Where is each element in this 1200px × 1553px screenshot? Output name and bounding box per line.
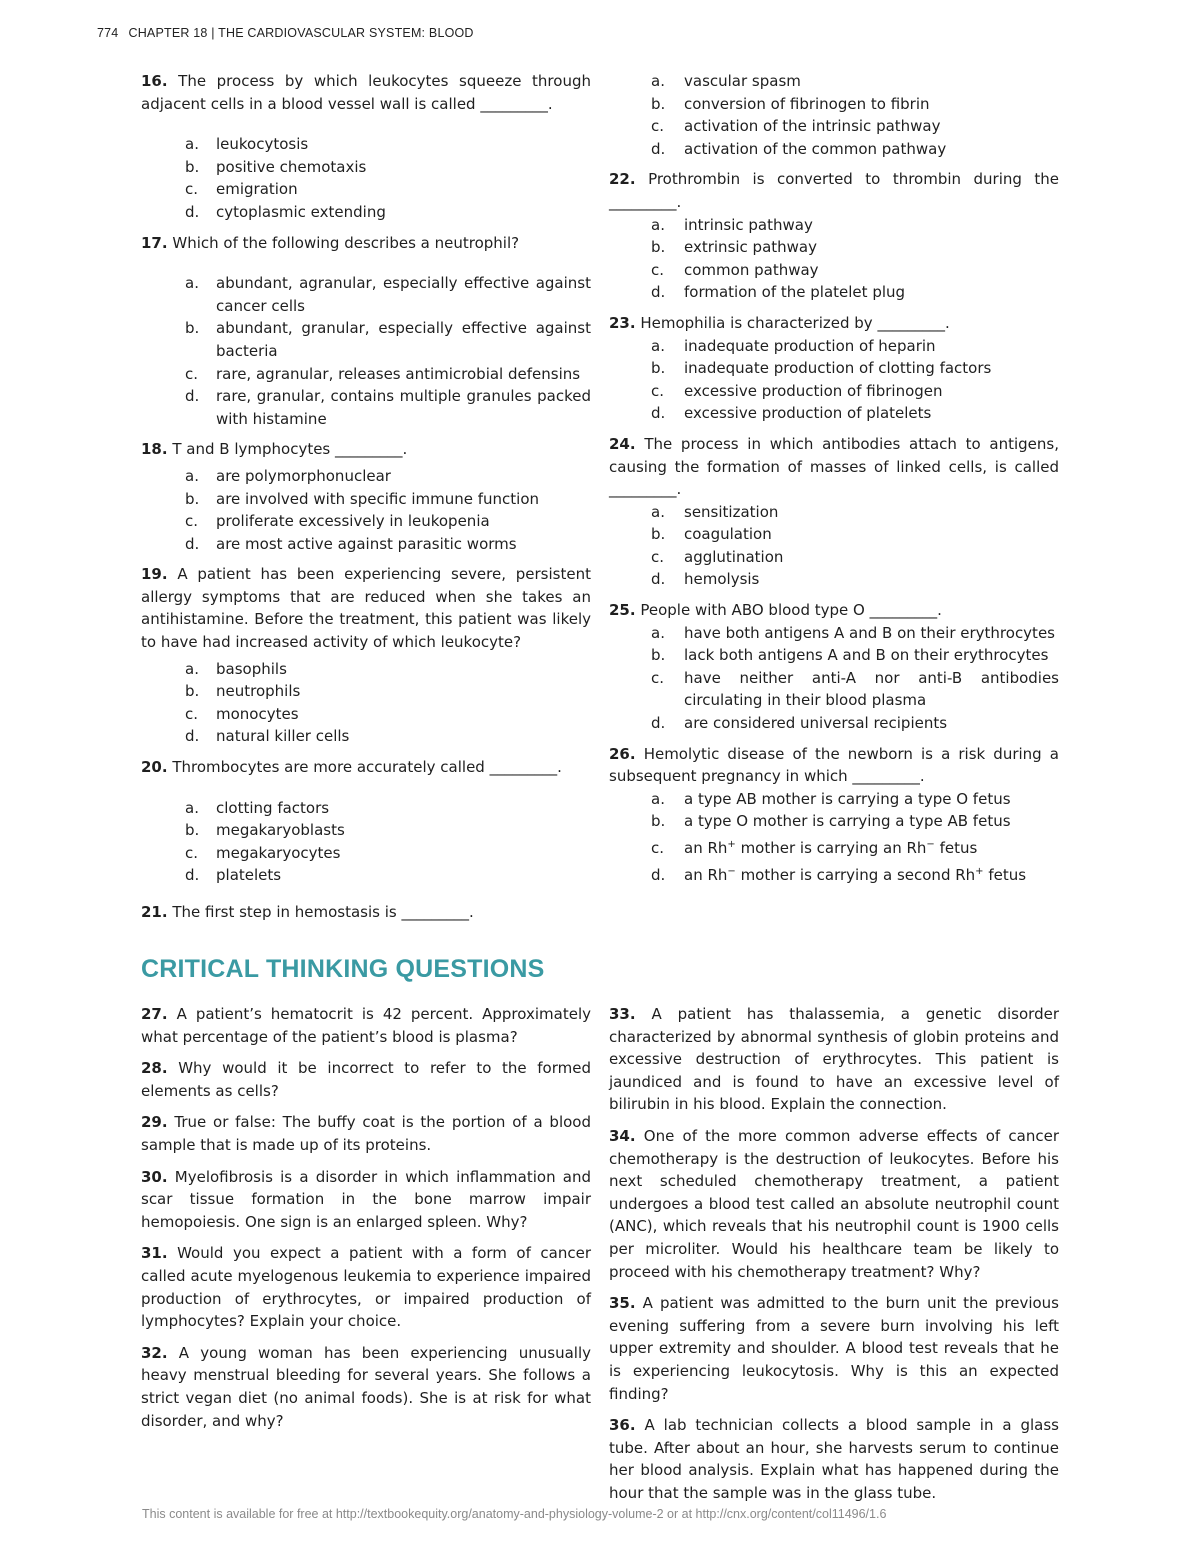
- question-19-options: [141, 658, 591, 748]
- question-29: 29. True or false: The buffy coat is the portion of a blood sample that is made up of its proteins.: [141, 1113, 591, 1154]
- option: b. megakaryoblasts: [185, 821, 345, 840]
- question-25-options: [609, 622, 1059, 735]
- critical-questions-left: [141, 1003, 591, 1441]
- option: c. common pathway: [651, 260, 819, 279]
- option: b. positive chemotaxis: [185, 157, 367, 176]
- option: a. intrinsic pathway: [651, 215, 813, 234]
- critical-questions-right: [609, 1003, 1059, 1513]
- option: a. a type AB mother is carrying a type O fetus: [651, 789, 1011, 808]
- question-20-options: [141, 797, 591, 887]
- chapter-title: CHAPTER 18 | THE CARDIOVASCULAR SYSTEM: BLOOD: [128, 26, 474, 40]
- page-header: [97, 26, 474, 40]
- question-17: 17. Which of the following describes a neutrophil?: [141, 233, 520, 252]
- option: d. natural killer cells: [185, 727, 350, 746]
- option: b. are involved with specific immune function: [185, 489, 540, 508]
- question-31: 31. Would you expect a patient with a form of cancer called acute myelogenous leukemia to experience impaired production of erythrocytes, or impaired production of lymphocytes? Explain your choice.: [141, 1244, 591, 1331]
- question-25: 25. People with ABO blood type O _________.: [609, 601, 942, 620]
- option: a. inadequate production of heparin: [651, 336, 936, 355]
- option: d. are considered universal recipients: [651, 714, 948, 733]
- option: c. proliferate excessively in leukopenia: [185, 512, 490, 531]
- option: b. neutrophils: [185, 682, 301, 701]
- question-16-options: [141, 133, 591, 223]
- option: b. a type O mother is carrying a type AB fetus: [651, 812, 1011, 831]
- option: c. emigration: [185, 180, 298, 199]
- option: a. have both antigens A and B on their erythrocytes: [651, 623, 1055, 642]
- footer-note: This content is available for free at http://textbookequity.org/anatomy-and-physiology-volume-2 or at http://cnx.org/content/col11496/1.6: [142, 1507, 887, 1521]
- question-19: 19. A patient has been experiencing severe, persistent allergy symptoms that are reduced when she takes an antihistamine. Before the treatment, this patient was likely to have had increased activity of which leukocyte?: [141, 565, 591, 652]
- question-16: 16. The process by which leukocytes squeeze through adjacent cells in a blood vessel wall is called _________.: [141, 72, 591, 113]
- question-34: 34. One of the more common adverse effects of cancer chemotherapy is the destruction of leukocytes. Before his next scheduled chemotherapy treatment, a patient undergoes a blood test called an absolute neutrophil count (ANC), which reveals that his neutrophil count is 1900 cells per microliter. Would his healthcare team be likely to proceed with his chemotherapy treatment? Why?: [609, 1126, 1059, 1281]
- option: a. are polymorphonuclear: [185, 466, 391, 485]
- question-18-options: [141, 465, 591, 555]
- option: a. clotting factors: [185, 798, 330, 817]
- option: d. are most active against parasitic worms: [185, 534, 517, 553]
- option: c. activation of the intrinsic pathway: [651, 117, 941, 136]
- option: c. an Rh+ mother is carrying an Rh− fetus: [651, 839, 978, 857]
- question-23-options: [609, 335, 1059, 425]
- option: b. inadequate production of clotting factors: [651, 359, 992, 378]
- question-28: 28. Why would it be incorrect to refer to the formed elements as cells?: [141, 1059, 591, 1100]
- option: c. monocytes: [185, 704, 299, 723]
- option: b. conversion of fibrinogen to fibrin: [651, 94, 930, 113]
- option: c. have neither anti-A nor anti-B antibodies circulating in their blood plasma: [651, 668, 1059, 710]
- question-17-options: [141, 272, 591, 430]
- question-33: 33. A patient has thalassemia, a genetic disorder characterized by abnormal synthesis of globin proteins and excessive destruction of erythrocytes. This patient is jaundiced and is found to have an excessive level of bilirubin in his blood. Explain the connection.: [609, 1005, 1059, 1114]
- option: b. extrinsic pathway: [651, 238, 818, 257]
- option: d. hemolysis: [651, 570, 760, 589]
- question-35: 35. A patient was admitted to the burn unit the previous evening suffering from a severe burn involving his left upper extremity and shoulder. A blood test reveals that he is experiencing leukocytosis. Why is this an expected finding?: [609, 1294, 1059, 1403]
- question-27: 27. A patient’s hematocrit is 42 percent. Approximately what percentage of the patient’s blood is plasma?: [141, 1005, 591, 1046]
- question-26-options: [609, 788, 1059, 886]
- review-questions-right: [609, 70, 1059, 894]
- option: d. an Rh− mother is carrying a second Rh+ fetus: [651, 865, 1027, 884]
- option: a. basophils: [185, 659, 287, 678]
- option: d. activation of the common pathway: [651, 139, 947, 158]
- question-26: 26. Hemolytic disease of the newborn is a risk during a subsequent pregnancy in which _________.: [609, 744, 1059, 786]
- option: a. abundant, agranular, especially effective against cancer cells: [185, 274, 591, 315]
- option: b. abundant, granular, especially effective against bacteria: [185, 319, 591, 360]
- option: d. cytoplasmic extending: [185, 202, 386, 221]
- question-20: 20. Thrombocytes are more accurately called _________.: [141, 758, 562, 777]
- section-title: CRITICAL THINKING QUESTIONS: [141, 955, 545, 983]
- question-32: 32. A young woman has been experiencing unusually heavy menstrual bleeding for several years. She follows a strict vegan diet (no animal foods). She is at risk for what disorder, and why?: [141, 1343, 591, 1430]
- option: d. rare, granular, contains multiple granules packed with histamine: [185, 387, 591, 428]
- question-22-options: [609, 214, 1059, 304]
- option: a. vascular spasm: [651, 72, 801, 90]
- review-questions-left: [141, 70, 591, 924]
- question-21-options: [609, 70, 1059, 160]
- question-18: 18. T and B lymphocytes _________.: [141, 440, 408, 459]
- option: d. excessive production of platelets: [651, 404, 932, 423]
- question-24-options: [609, 501, 1059, 591]
- page-number: 774: [97, 26, 119, 40]
- option: a. leukocytosis: [185, 135, 309, 154]
- option: b. coagulation: [651, 525, 772, 544]
- question-21: 21. The first step in hemostasis is _________.: [141, 903, 474, 921]
- option: c. rare, agranular, releases antimicrobial defensins: [185, 364, 581, 383]
- question-30: 30. Myelofibrosis is a disorder in which inflammation and scar tissue formation in the bone marrow impair hemopoiesis. One sign is an enlarged spleen. Why?: [141, 1167, 592, 1231]
- option: c. agglutination: [651, 547, 784, 566]
- question-36: 36. A lab technician collects a blood sample in a glass tube. After about an hour, she harvests serum to continue her blood analysis. Explain what has happened during the hour that the sample was in the glass tube.: [609, 1416, 1059, 1502]
- option: d. formation of the platelet plug: [651, 283, 906, 302]
- option: c. megakaryocytes: [185, 843, 341, 862]
- option: b. lack both antigens A and B on their erythrocytes: [651, 646, 1049, 665]
- question-22: 22. Prothrombin is converted to thrombin during the _________.: [609, 170, 1059, 211]
- option: d. platelets: [185, 866, 282, 885]
- option: c. excessive production of fibrinogen: [651, 381, 943, 400]
- question-23: 23. Hemophilia is characterized by _________.: [609, 313, 950, 332]
- question-24: 24. The process in which antibodies attach to antigens, causing the formation of masses of linked cells, is called _________.: [609, 434, 1059, 499]
- option: a. sensitization: [651, 502, 779, 521]
